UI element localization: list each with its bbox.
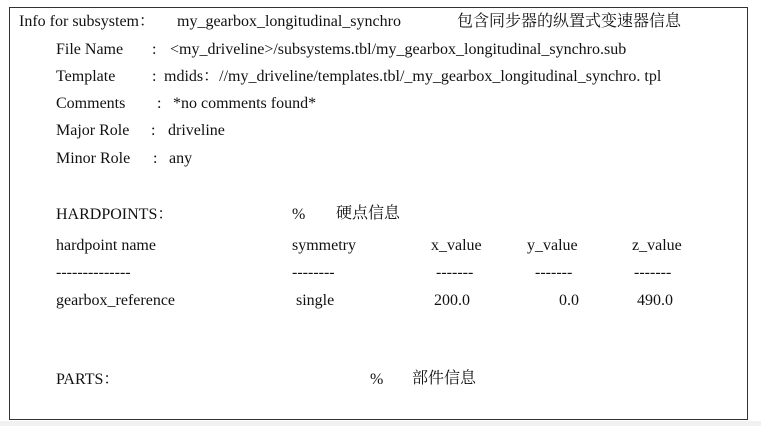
subsystem-name: my_gearbox_longitudinal_synchro [177, 13, 401, 30]
table-cell-hardpoint-name: gearbox_reference [56, 292, 176, 309]
hardpoints-comment: 硬点信息 [336, 205, 401, 222]
comments-value: *no comments found* [173, 95, 317, 112]
header-label: Info for subsystem： [19, 13, 155, 30]
dash-separator-y: ------- [535, 264, 573, 281]
column-header-y: y_value [527, 237, 578, 254]
comments-label: Comments [56, 95, 126, 112]
column-header-name: hardpoint name [56, 237, 156, 254]
dash-separator-x: ------- [436, 264, 474, 281]
minor-role-value: any [169, 150, 193, 167]
column-header-symmetry: symmetry [292, 237, 356, 254]
dash-separator-name: -------------- [56, 264, 131, 281]
parts-title: PARTS： [56, 371, 120, 388]
file-name-label: File Name [56, 41, 124, 58]
template-label: Template [56, 68, 116, 85]
hardpoints-comment-marker: % [292, 206, 306, 223]
file-name-separator: : [152, 41, 157, 58]
table-cell-x-value: 200.0 [434, 292, 470, 309]
column-header-x: x_value [431, 237, 482, 254]
template-value: mdids：//my_driveline/templates.tbl/_my_gearbox_longitudinal_synchro. tpl [164, 68, 662, 85]
table-cell-symmetry: single [296, 292, 335, 309]
file-name-value: <my_driveline>/subsystems.tbl/my_gearbox_longitudinal_synchro.sub [170, 41, 627, 58]
dash-separator-symmetry: -------- [292, 264, 335, 281]
parts-comment-marker: % [370, 371, 384, 388]
table-cell-z-value: 490.0 [637, 292, 673, 309]
template-separator: : [152, 68, 157, 85]
column-header-z: z_value [632, 237, 682, 254]
hardpoints-title: HARDPOINTS： [56, 206, 174, 223]
minor-role-separator: : [153, 150, 158, 167]
parts-comment: 部件信息 [412, 370, 477, 387]
minor-role-label: Minor Role [56, 150, 131, 167]
major-role-label: Major Role [56, 122, 130, 139]
bottom-edge-strip [0, 421, 761, 426]
subsystem-description-cn: 包含同步器的纵置式变速器信息 [457, 13, 682, 30]
table-cell-y-value: 0.0 [559, 292, 579, 309]
major-role-separator: : [151, 122, 156, 139]
major-role-value: driveline [168, 122, 225, 139]
dash-separator-z: ------- [634, 264, 672, 281]
comments-separator: : [157, 95, 162, 112]
